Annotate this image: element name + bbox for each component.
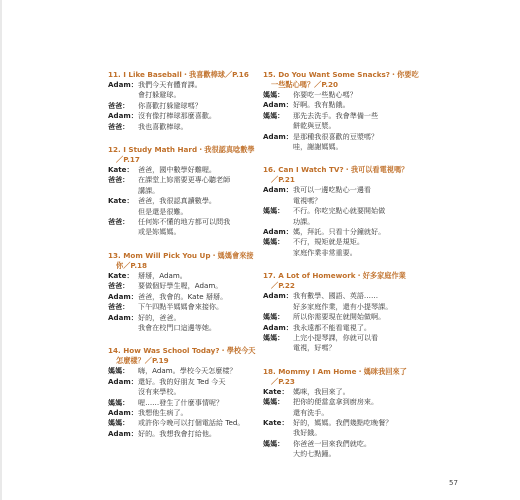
dialogue-text-line: 哇，謝謝媽媽。 <box>293 142 343 152</box>
section-title-line: 13. Mom Will Pick You Up・媽媽會來接 <box>108 250 254 260</box>
section-title <box>263 367 443 387</box>
section-title <box>263 70 443 90</box>
speaker-name: Adam： <box>108 80 138 89</box>
speaker-name: Adam： <box>108 376 138 386</box>
dialogue-text-line: 上完小提琴課，你就可以看 <box>293 332 379 342</box>
section-title-line: ／P.17 <box>116 155 140 165</box>
dialogue-text <box>293 111 443 132</box>
speaker-name: Adam： <box>263 227 293 237</box>
dialogue-text-line: 講課。 <box>138 185 160 195</box>
dialogue-text-line: 好的。我想我會打給他。 <box>138 428 217 438</box>
dialogue-text-line: 不行，規矩就是規矩。 <box>293 237 364 247</box>
dialogue-text-line: 媽，拜託。只看十分鐘就好。 <box>293 227 386 237</box>
speaker-name: Adam： <box>108 291 138 301</box>
dialogue-text <box>293 397 443 418</box>
dialogue-text-line: 大約七點鐘。 <box>293 449 336 459</box>
dialogue-text <box>293 132 443 153</box>
speaker-name: Adam： <box>108 428 138 438</box>
dialogue-text <box>293 206 443 227</box>
dialogue-line <box>263 323 443 333</box>
dialogue-text-line: 所以你需要現在就開始做啊。 <box>293 312 386 322</box>
section-title-line: 你／P.18 <box>116 260 148 270</box>
dialogue-line <box>263 100 443 110</box>
dialogue-text <box>293 418 443 439</box>
dialogue-text-line: 那先去洗手。我會準備一些 <box>293 110 379 120</box>
speaker-name: Adam： <box>263 100 293 110</box>
dialogue-text-line: 在課堂上妳需要更專心聽老師 <box>138 175 231 185</box>
speaker-name: Adam： <box>263 291 293 301</box>
dialogue-text-line: 掰掰，Adam。 <box>138 270 187 280</box>
dialogue-text <box>293 333 443 354</box>
dialogue-text-line: 下午四點半媽媽會來接你。 <box>138 302 224 312</box>
dialogue-text-line: 我會在校門口這邊等她。 <box>138 322 217 332</box>
section-title-line: 17. A Lot of Homework・好多家庭作業 <box>263 271 406 281</box>
dialogue-text-line: 好的，爸爸。 <box>138 312 181 322</box>
section-title-line: 11. I Like Baseball・我喜歡棒球／P.16 <box>108 70 249 79</box>
dialogue-section <box>263 271 443 353</box>
speaker-name: 媽媽： <box>263 90 285 99</box>
dialogue-line <box>263 206 443 227</box>
dialogue-text-line: 會打躲避球。 <box>138 90 181 100</box>
speaker-name: Adam： <box>263 185 293 195</box>
section-title-line: 14. How Was School Today?・學校今天 <box>108 346 256 356</box>
dialogue-text-line: 好多家庭作業，還有小提琴課。 <box>293 301 393 311</box>
speaker-name: Kate： <box>108 165 134 175</box>
dialogue-line <box>263 111 443 132</box>
dialogue-text-line: 要做個好學生喔，Adam。 <box>138 281 223 291</box>
dialogue-text <box>293 439 443 460</box>
dialogue-text-line: 喔……發生了什麼事情呢？ <box>138 397 224 407</box>
dialogue-text-line: 還好。我的好朋友 Ted 今天 <box>138 376 226 386</box>
dialogue-text-line: 家庭作業非常重要。 <box>293 247 357 257</box>
dialogue-text-line: 沒有像打棒球那麼喜歡。 <box>138 111 217 121</box>
dialogue-text-line: 我好餓。 <box>293 428 322 438</box>
dialogue-text <box>293 291 443 312</box>
speaker-name: 媽媽： <box>108 366 130 376</box>
dialogue-line <box>263 397 443 418</box>
dialogue-text-line: 功課。 <box>293 216 315 226</box>
dialogue-text <box>293 387 443 397</box>
dialogue-text <box>293 312 443 322</box>
dialogue-line <box>263 312 443 322</box>
speaker-name: 爸爸： <box>108 281 130 291</box>
right-column <box>263 70 443 473</box>
section-title-line: ／P.21 <box>271 175 295 185</box>
speaker-name: 媽媽： <box>263 332 285 342</box>
dialogue-text-line: 任何妳不懂的地方都可以問我 <box>138 217 231 227</box>
section-title-line: 12. I Study Math Hard・我很認真唸數學 <box>108 145 255 155</box>
dialogue-text-line: 把你的便當盒拿到廚房來。 <box>293 397 379 407</box>
page-edge-rule <box>0 0 2 500</box>
speaker-name: Kate： <box>108 270 134 280</box>
speaker-name: 爸爸： <box>108 100 130 110</box>
dialogue-text-line: 好的，媽媽。我們幾點吃晚餐？ <box>293 417 393 427</box>
speaker-name: 媽媽： <box>108 418 130 428</box>
dialogue-text-line: 我想他生病了。 <box>138 407 188 417</box>
dialogue-text-line: 好啊。我有點餓。 <box>293 100 350 110</box>
dialogue-text <box>293 185 443 206</box>
speaker-name: Kate： <box>263 386 289 396</box>
section-title <box>263 271 443 291</box>
dialogue-text <box>293 323 443 333</box>
dialogue-section <box>263 70 443 152</box>
speaker-name: 媽媽： <box>263 237 285 247</box>
dialogue-line <box>263 418 443 439</box>
speaker-name: 媽媽： <box>263 397 285 407</box>
dialogue-text-line: 我有數學、國語、英語…… <box>293 291 379 301</box>
dialogue-text-line: 還有洗手。 <box>293 407 329 417</box>
section-title-line: 15. Do You Want Some Snacks?・你要吃 <box>263 70 419 79</box>
section-title-line: ／P.22 <box>271 281 295 291</box>
dialogue-text-line: 不行。你吃完點心就要開始做 <box>293 206 386 216</box>
dialogue-text-line: 是那種我很喜歡的豆漿嗎？ <box>293 131 379 141</box>
speaker-name: Adam： <box>263 131 293 141</box>
dialogue-line <box>263 291 443 312</box>
speaker-name: 媽媽： <box>108 397 130 407</box>
dialogue-text <box>293 100 443 110</box>
speaker-name: 媽媽： <box>263 206 285 216</box>
section-title <box>263 165 443 185</box>
dialogue-text-line: 爸爸，我很認真讀數學。 <box>138 196 217 206</box>
speaker-name: 爸爸： <box>108 121 130 131</box>
dialogue-line <box>263 90 443 100</box>
dialogue-text-line: 或是妳媽媽。 <box>138 227 181 237</box>
dialogue-text-line: 爸爸，國中數學好難喔。 <box>138 165 217 175</box>
speaker-name: 爸爸： <box>108 175 130 185</box>
dialogue-text-line: 媽咪，我回來了。 <box>293 386 350 396</box>
dialogue-line <box>263 237 443 258</box>
speaker-name: Adam： <box>108 312 138 322</box>
dialogue-line <box>263 132 443 153</box>
dialogue-text-line: 但是還是很難。 <box>138 206 188 216</box>
dialogue-text-line: 我也喜歡棒球。 <box>138 121 188 131</box>
dialogue-line <box>263 227 443 237</box>
dialogue-text <box>293 227 443 237</box>
dialogue-text-line: 電視嗎？ <box>293 195 322 205</box>
speaker-name: 爸爸： <box>108 302 130 312</box>
dialogue-text-line: 我可以一邊吃點心一邊看 <box>293 185 372 195</box>
page-number: 57 <box>449 479 458 487</box>
speaker-name: Adam： <box>108 407 138 417</box>
speaker-name: 媽媽： <box>263 110 285 120</box>
speaker-name: 媽媽： <box>263 312 285 322</box>
speaker-name: 爸爸： <box>108 217 130 227</box>
dialogue-section <box>263 367 443 460</box>
section-title-line: 一些點心嗎？／P.20 <box>271 80 338 89</box>
section-title-line: 18. Mommy I Am Home・媽咪我回來了 <box>263 366 407 376</box>
dialogue-text-line: 你要吃一些點心嗎？ <box>293 90 357 99</box>
dialogue-line <box>263 387 443 397</box>
dialogue-line <box>263 185 443 206</box>
dialogue-text <box>293 237 443 258</box>
dialogue-line <box>263 333 443 354</box>
dialogue-text-line: 爸爸，我會的。Kate 掰掰。 <box>138 291 228 301</box>
dialogue-text <box>293 90 443 100</box>
speaker-name: 媽媽： <box>263 438 285 448</box>
dialogue-section <box>263 165 443 258</box>
dialogue-text-line: 電視，好嗎？ <box>293 343 336 353</box>
dialogue-text-line: 嗨，Adam。學校今天怎麼樣？ <box>138 366 237 376</box>
dialogue-text-line: 我永遠都不能看電視了。 <box>293 322 372 332</box>
speaker-name: Kate： <box>263 417 289 427</box>
dialogue-text-line: 或許你今晚可以打個電話給 Ted。 <box>138 418 245 428</box>
dialogue-text-line: 餅乾與豆漿。 <box>293 121 336 131</box>
dialogue-text-line: 你爸爸一回來我們就吃。 <box>293 438 372 448</box>
section-title-line: ／P.23 <box>271 376 295 386</box>
speaker-name: Adam： <box>108 111 138 121</box>
speaker-name: Kate： <box>108 196 134 206</box>
dialogue-text-line: 我們今天有體育課。 <box>138 80 202 89</box>
section-title-line: 16. Can I Watch TV?・我可以看電視嗎？ <box>263 165 409 175</box>
dialogue-text-line: 你喜歡打躲避球嗎？ <box>138 100 202 110</box>
dialogue-text-line: 沒有來學校。 <box>138 387 181 397</box>
dialogue-line <box>263 439 443 460</box>
section-title-line: 怎麼樣？／P.19 <box>116 356 169 366</box>
speaker-name: Adam： <box>263 322 293 332</box>
